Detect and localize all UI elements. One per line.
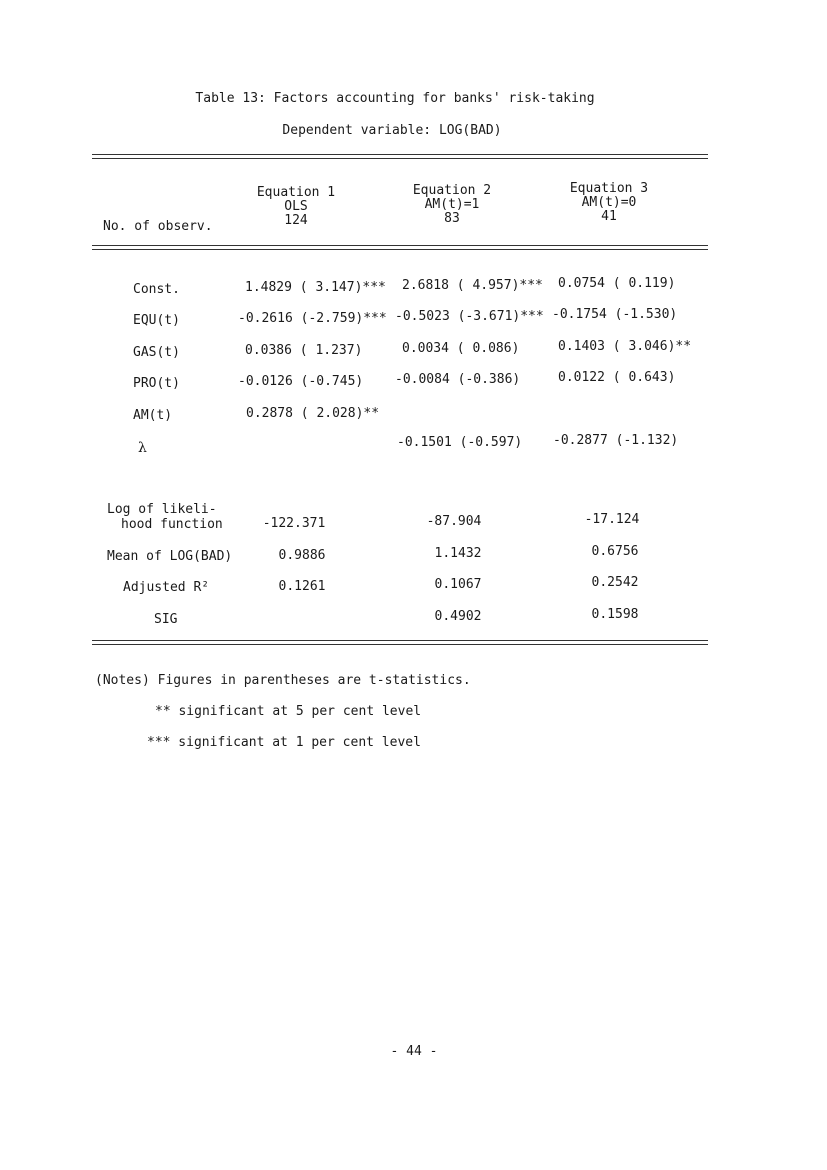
equation-1-header	[257, 186, 335, 228]
equation-2-method: AM(t)=1	[424, 197, 480, 212]
header-rule	[92, 245, 708, 250]
row-label: Const.	[133, 282, 180, 297]
equation-1-n: 124	[284, 213, 308, 228]
equation-2-header	[413, 184, 491, 226]
observations-label: No. of observ.	[103, 219, 213, 234]
cell-eq3: -0.1754 (-1.530)	[552, 307, 678, 322]
cell-eq1: -0.2616 (-2.759)***	[238, 311, 387, 326]
notes-line-1: (Notes) Figures in parentheses are t-statistics.	[95, 673, 471, 688]
equation-1-method: OLS	[284, 199, 308, 214]
stat-eq3: 0.2542	[591, 575, 639, 590]
stat-eq3: 0.6756	[591, 544, 639, 559]
row-label: PRO(t)	[133, 376, 180, 391]
cell-eq2: 0.0034 ( 0.086)	[402, 341, 520, 356]
stat-label: SIG	[154, 612, 178, 627]
cell-eq1: 1.4829 ( 3.147)***	[245, 280, 386, 295]
cell-eq2: -0.5023 (-3.671)***	[395, 309, 544, 324]
equation-2-n: 83	[444, 211, 460, 226]
row-label: AM(t)	[133, 408, 173, 423]
equation-3-name: Equation 3	[569, 181, 649, 196]
top-rule	[92, 154, 708, 159]
stat-eq3: 0.1598	[591, 607, 639, 622]
cell-eq1: 0.2878 ( 2.028)**	[246, 406, 380, 421]
cell-eq2: -0.0084 (-0.386)	[395, 372, 521, 387]
cell-eq2: 2.6818 ( 4.957)***	[402, 278, 543, 293]
stat-eq1: 0.1261	[278, 579, 326, 594]
cell-eq3: 0.1403 ( 3.046)**	[558, 339, 692, 354]
stat-eq1: -122.371	[262, 516, 326, 531]
stat-label-line2: hood function	[121, 517, 223, 532]
stat-label: Mean of LOG(BAD)	[107, 549, 233, 564]
table-title: Table 13: Factors accounting for banks' risk-taking	[195, 91, 595, 106]
equation-2-name: Equation 2	[412, 183, 492, 198]
stat-eq2: -87.904	[426, 514, 482, 529]
cell-eq3: 0.0754 ( 0.119)	[558, 276, 676, 291]
row-label: EQU(t)	[133, 313, 180, 328]
cell-eq1: 0.0386 ( 1.237)	[245, 343, 363, 358]
cell-eq3: 0.0122 ( 0.643)	[558, 370, 676, 385]
equation-3-method: AM(t)=0	[581, 195, 637, 210]
equation-3-n: 41	[601, 209, 617, 224]
equation-1-name: Equation 1	[256, 185, 336, 200]
stat-eq2: 1.1432	[434, 546, 482, 561]
cell-eq2: -0.1501 (-0.597)	[397, 435, 523, 450]
cell-eq3: -0.2877 (-1.132)	[553, 433, 679, 448]
page-number: - 44 -	[390, 1044, 438, 1059]
notes-line-2: ** significant at 5 per cent level	[155, 704, 422, 719]
stat-label: Adjusted R²	[123, 580, 210, 595]
row-label: GAS(t)	[133, 345, 180, 360]
stat-eq2: 0.4902	[434, 609, 482, 624]
stat-eq1: 0.9886	[278, 548, 326, 563]
stat-eq3: -17.124	[584, 512, 640, 527]
stat-eq2: 0.1067	[434, 577, 482, 592]
table-subtitle: Dependent variable: LOG(BAD)	[282, 123, 502, 138]
row-label: λ	[138, 440, 147, 456]
equation-3-header	[570, 182, 648, 224]
bottom-rule	[92, 640, 708, 645]
cell-eq1: -0.0126 (-0.745)	[238, 374, 364, 389]
notes-line-3: *** significant at 1 per cent level	[147, 735, 421, 750]
stat-label-line1: Log of likeli-	[107, 502, 217, 517]
